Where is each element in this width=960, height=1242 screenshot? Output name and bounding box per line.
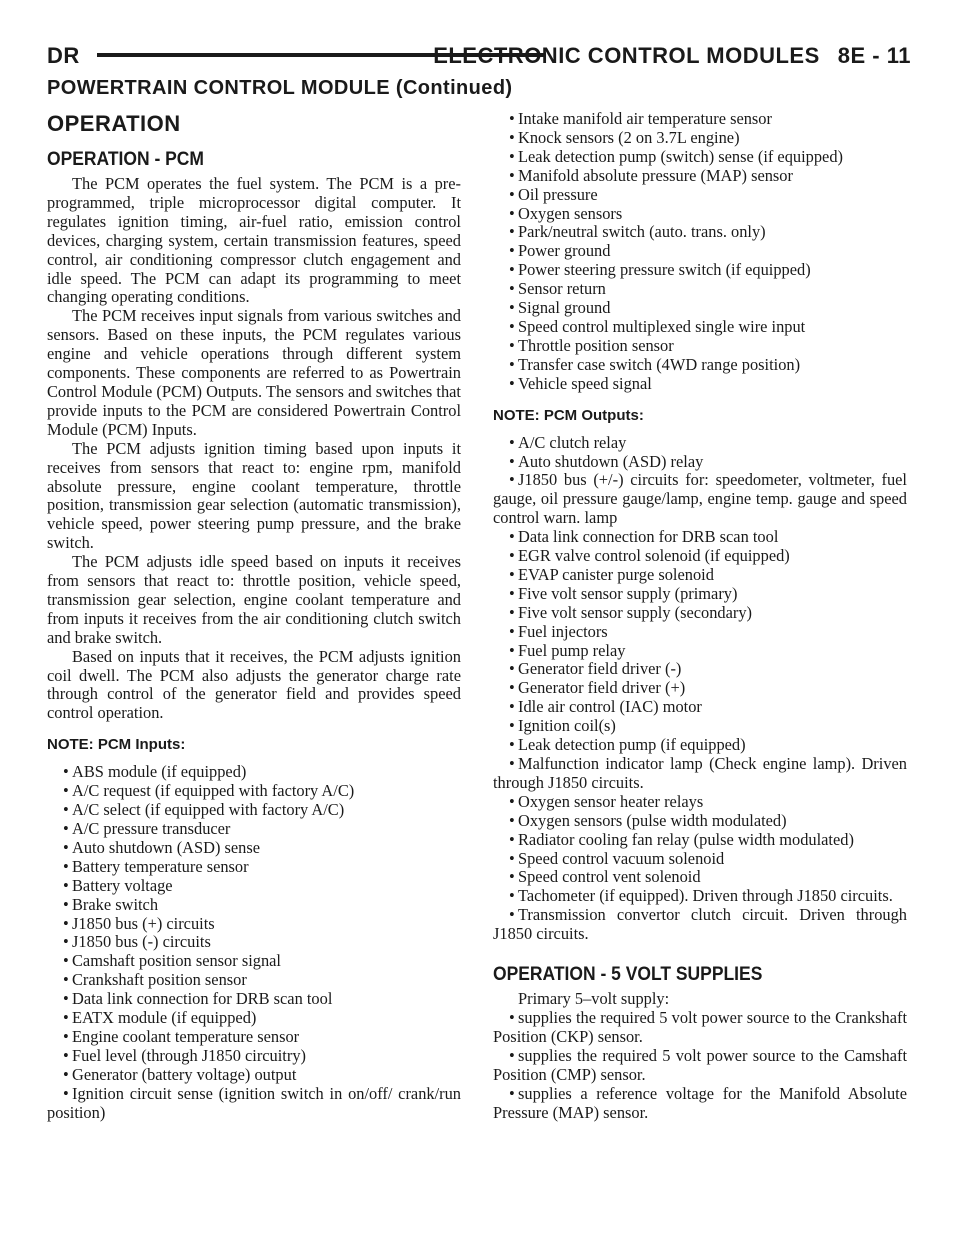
list-item-text: Fuel level (through J1850 circuitry) [72,1045,306,1065]
bullet-icon: • [509,527,515,547]
list-item-text: J1850 bus (+/-) circuits for: speedometer, voltmeter, fuel gauge, oil pressure gauge/lamp, engine temp. gauge and speed control warn. lamp [493,470,907,528]
list-item-text: Generator field driver (-) [518,659,682,679]
list-item [493,1085,907,1123]
list-item [493,375,907,394]
bullet-icon: • [509,109,515,128]
list-item-text: A/C request (if equipped with factory A/C) [72,781,355,801]
bullet-icon: • [63,1045,69,1065]
list-item [47,971,461,990]
pcm-inputs-list [47,763,461,1122]
list-item [493,698,907,717]
list-item [493,604,907,623]
subsection-heading-pcm: OPERATION - PCM [47,149,205,170]
subsection-heading-5v: OPERATION - 5 VOLT SUPPLIES [493,964,763,986]
list-item [493,129,907,148]
list-item [493,717,907,736]
bullet-icon: • [509,354,515,374]
list-item-text: Data link connection for DRB scan tool [518,527,779,547]
list-item-text: Intake manifold air temperature sensor [518,109,772,128]
bullet-icon: • [509,716,515,736]
bullet-icon: • [509,260,515,280]
list-item [47,858,461,877]
bullet-icon: • [509,373,515,393]
bullet-icon: • [509,222,515,242]
list-item-text: A/C select (if equipped with factory A/C) [72,800,345,820]
list-item-text: Brake switch [72,894,159,914]
list-item-text: A/C clutch relay [518,432,627,452]
list-item [493,110,907,129]
list-item [493,242,907,261]
bullet-icon: • [509,848,515,868]
list-item [493,736,907,755]
bullet-icon: • [509,791,515,811]
list-item-text: supplies the required 5 volt power source to the Camshaft Position (CMP) sensor. [493,1045,907,1084]
bullet-icon: • [509,659,515,679]
bullet-icon: • [63,989,69,1009]
bullet-icon: • [63,1083,69,1103]
bullet-icon: • [509,316,515,336]
pcm-paragraph: The PCM adjusts idle speed based on inputs it receives from sensors that react to: throttle position, vehicle speed, transmission gear selection, engine coolant temperature and from inputs it receives from the air conditioning clutch switch and brake switch. [47,552,461,647]
list-item [493,906,907,944]
bullet-icon: • [509,546,515,566]
bullet-icon: • [509,1045,515,1065]
bullet-icon: • [509,298,515,318]
list-item [47,1066,461,1085]
note-pcm-inputs: NOTE: PCM Inputs: [47,736,186,754]
bullet-icon: • [509,146,515,166]
list-item [493,585,907,604]
bullet-icon: • [63,800,69,820]
bullet-icon: • [63,932,69,952]
bullet-icon: • [509,432,515,452]
bullet-icon: • [509,735,515,755]
list-item-text: Camshaft position sensor signal [72,951,281,971]
list-item-text: EATX module (if equipped) [72,1008,257,1028]
list-item-text: Speed control vent solenoid [518,867,701,887]
list-item-text: Generator field driver (+) [518,678,686,698]
list-item-text: Radiator cooling fan relay (pulse width modulated) [518,829,854,849]
bullet-icon: • [509,602,515,622]
list-item-text: Data link connection for DRB scan tool [72,989,333,1009]
list-item [493,167,907,186]
list-item-text: Fuel pump relay [518,640,626,660]
list-item-text: Speed control vacuum solenoid [518,848,725,868]
pcm-inputs-list-continued [493,110,907,394]
list-item [493,337,907,356]
list-item [47,952,461,971]
bullet-icon: • [509,564,515,584]
bullet-icon: • [63,819,69,838]
bullet-icon: • [509,583,515,603]
bullet-icon: • [509,640,515,660]
list-item-text: J1850 bus (-) circuits [72,932,211,952]
bullet-icon: • [509,754,515,773]
list-item [493,642,907,661]
list-item [47,990,461,1009]
list-item-text: Leak detection pump (switch) sense (if equipped) [518,146,843,166]
list-item [493,831,907,850]
supplies-intro: Primary 5–volt supply: [518,989,670,1009]
list-item-text: Auto shutdown (ASD) relay [518,451,704,471]
list-item-text: Speed control multiplexed single wire input [518,316,806,336]
bullet-icon: • [509,886,515,906]
section-heading: OPERATION [47,111,181,136]
list-item [47,1047,461,1066]
list-item-text: Generator (battery voltage) output [72,1064,297,1084]
list-item-text: Ignition circuit sense (ignition switch in on/off/ crank/run position) [47,1083,461,1122]
list-item-text: Oxygen sensor heater relays [518,791,704,811]
list-item-text: Signal ground [518,298,611,318]
bullet-icon: • [63,951,69,971]
list-item-text: Knock sensors (2 on 3.7L engine) [518,127,740,147]
list-item-text: ABS module (if equipped) [72,762,247,782]
bullet-icon: • [509,470,515,490]
list-item-text: Battery voltage [72,875,173,895]
pcm-paragraph: The PCM adjusts ignition timing based upon inputs it receives from sensors that react to: engine rpm, manifold absolute pressure, engine coolant temperature, throttle position, transmission gear selection (automatic transmission), vehicle speed, power steering pump pressure, and the brake switch. [47,438,461,553]
list-item-text: A/C pressure transducer [72,819,231,838]
list-item [493,812,907,831]
list-item [493,1009,907,1047]
bullet-icon: • [509,1007,515,1027]
page-header [47,44,911,78]
list-item-text: Idle air control (IAC) motor [518,697,702,717]
bullet-icon: • [509,203,515,223]
list-item [47,896,461,915]
left-column [47,110,461,1123]
header-right [433,44,911,68]
list-item-text: Manifold absolute pressure (MAP) sensor [518,165,793,185]
list-item [493,280,907,299]
list-item [493,887,907,906]
bullet-icon: • [509,678,515,698]
list-item [47,877,461,896]
list-item-text: J1850 bus (+) circuits [72,913,215,933]
bullet-icon: • [63,762,69,782]
bullet-icon: • [509,621,515,641]
bullet-icon: • [509,241,515,261]
list-item [47,1028,461,1047]
bullet-icon: • [509,279,515,299]
list-item [493,471,907,528]
bullet-icon: • [63,781,69,801]
bullet-icon: • [63,837,69,857]
list-item-text: Leak detection pump (if equipped) [518,735,746,755]
list-item-text: Transfer case switch (4WD range position) [518,354,801,374]
pcm-paragraph: The PCM receives input signals from various switches and sensors. Based on these inputs, the PCM regulates various engine and vehicle operations through different system components. These components are referred to as Powertrain Control Module (PCM) Outputs. The sensors and switches that provide inputs to the PCM are considered Powertrain Control Module (PCM) Inputs. [47,306,461,439]
right-column [493,110,907,1122]
bullet-icon: • [63,1064,69,1084]
bullet-icon: • [509,184,515,204]
list-item [493,850,907,869]
list-item-text: Engine coolant temperature sensor [72,1026,300,1046]
list-item [47,763,461,782]
bullet-icon: • [63,894,69,914]
list-item [493,755,907,793]
list-item-text: Sensor return [518,279,606,299]
continued-title: POWERTRAIN CONTROL MODULE (Continued) [47,77,513,99]
list-item-text: Fuel injectors [518,621,608,641]
list-item [493,547,907,566]
list-item-text: EVAP canister purge solenoid [518,564,714,584]
list-item-text: Oxygen sensors (pulse width modulated) [518,810,787,830]
bullet-icon: • [63,1008,69,1028]
list-item-text: EGR valve control solenoid (if equipped) [518,546,790,566]
list-item [493,623,907,642]
list-item [493,434,907,453]
page-number: 8E - 11 [837,43,911,68]
bullet-icon: • [63,970,69,990]
pcm-paragraph: Based on inputs that it receives, the PCM adjusts ignition coil dwell. The PCM also adjusts the generator charge rate through control of the generator field and provides speed control operation. [47,646,461,723]
list-item [47,801,461,820]
list-item [493,205,907,224]
list-item [493,299,907,318]
bullet-icon: • [509,335,515,355]
list-item-text: Auto shutdown (ASD) sense [72,837,261,857]
list-item [47,839,461,858]
list-item [493,186,907,205]
list-item-text: Malfunction indicator lamp (Check engine lamp). Driven through J1850 circuits. [493,754,907,792]
header-title: ELECTRONIC CONTROL MODULES [433,43,820,68]
pcm-paragraph: The PCM operates the fuel system. The PCM is a pre-programmed, triple microprocessor digital computer. It regulates ignition timing, air-fuel ratio, emission control devices, charging system, certain transmission features, speed control, air conditioning compressor clutch engagement and idle speed. The PCM can adapt its programming to meet changing operating conditions. [47,174,461,307]
bullet-icon: • [509,697,515,717]
list-item-text: supplies a reference voltage for the Manifold Absolute Pressure (MAP) sensor. [493,1083,907,1122]
bullet-icon: • [63,875,69,895]
list-item [47,782,461,801]
list-item-text: Power steering pressure switch (if equipped) [518,260,811,280]
list-item [493,356,907,375]
bullet-icon: • [509,867,515,887]
list-item [493,566,907,585]
bullet-icon: • [509,127,515,147]
bullet-icon: • [63,913,69,933]
list-item [493,868,907,887]
list-item-text: Throttle position sensor [518,335,674,355]
bullet-icon: • [509,810,515,830]
list-item [47,820,461,839]
list-item [493,318,907,337]
list-item [493,1047,907,1085]
list-item [493,223,907,242]
list-item [47,933,461,952]
list-item [493,528,907,547]
list-item-text: Power ground [518,241,611,261]
bullet-icon: • [509,165,515,185]
list-item-text: Vehicle speed signal [518,373,652,393]
list-item [493,261,907,280]
list-item-text: Ignition coil(s) [518,716,616,736]
list-item [493,660,907,679]
bullet-icon: • [63,856,69,876]
list-item [47,1009,461,1028]
supplies-list [493,1009,907,1122]
list-item [493,453,907,472]
list-item-text: Crankshaft position sensor [72,970,247,990]
header-section-code: DR [47,43,80,68]
list-item [47,915,461,934]
bullet-icon: • [509,829,515,849]
bullet-icon: • [509,1083,515,1103]
list-item [47,1085,461,1123]
list-item-text: Five volt sensor supply (secondary) [518,602,752,622]
bullet-icon: • [509,905,515,925]
list-item-text: Battery temperature sensor [72,856,249,876]
list-item [493,679,907,698]
list-item-text: Tachometer (if equipped). Driven through J1850 circuits. [518,886,893,906]
list-item-text: Oxygen sensors [518,203,623,223]
list-item [493,793,907,812]
list-item-text: Oil pressure [518,184,598,204]
list-item-text: Five volt sensor supply (primary) [518,583,738,603]
bullet-icon: • [509,451,515,471]
bullet-icon: • [63,1026,69,1046]
list-item-text: Transmission convertor clutch circuit. Driven through J1850 circuits. [493,905,907,944]
pcm-outputs-list [493,434,907,944]
list-item-text: Park/neutral switch (auto. trans. only) [518,222,766,242]
note-pcm-outputs: NOTE: PCM Outputs: [493,406,644,424]
list-item-text: supplies the required 5 volt power source to the Crankshaft Position (CKP) sensor. [493,1007,907,1046]
list-item [493,148,907,167]
